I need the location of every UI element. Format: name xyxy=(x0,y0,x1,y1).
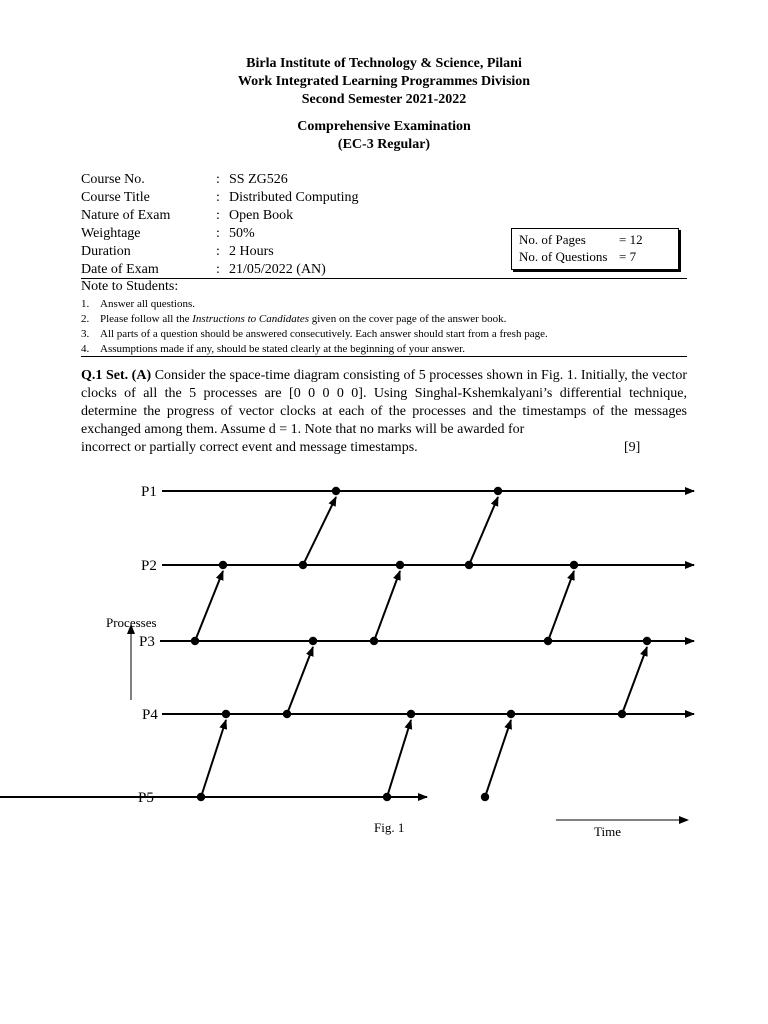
event-dot xyxy=(618,710,626,718)
message-arrow xyxy=(622,647,647,714)
exam-name: Comprehensive Examination xyxy=(297,119,471,134)
event-dot xyxy=(396,561,404,569)
event-dot xyxy=(465,561,473,569)
meta-value: Distributed Computing xyxy=(229,190,359,205)
questions-label: No. of Questions xyxy=(519,249,608,264)
event-dot xyxy=(507,710,515,718)
process-label-p4: P4 xyxy=(142,707,158,723)
event-dot xyxy=(191,637,199,645)
pages-value: = 12 xyxy=(619,232,643,247)
x-axis-label: Time xyxy=(594,824,621,839)
meta-label: Date of Exam xyxy=(81,262,159,277)
event-dot xyxy=(309,637,317,645)
institute-name: Birla Institute of Technology & Science, Pilani xyxy=(246,56,522,71)
event-dot xyxy=(283,710,291,718)
message-arrow xyxy=(195,571,223,641)
event-dot xyxy=(222,710,230,718)
questions-count xyxy=(519,248,678,265)
note-text: given on the cover page of the answer book. xyxy=(309,313,507,325)
event-dot xyxy=(494,487,502,495)
event-dot xyxy=(407,710,415,718)
meta-separator: : xyxy=(216,226,220,241)
meta-separator: : xyxy=(216,208,220,223)
process-label-p2: P2 xyxy=(141,558,157,574)
summary-box xyxy=(511,228,679,270)
process-label-p1: P1 xyxy=(141,484,157,500)
question-label: Q.1 Set. (A) xyxy=(81,368,152,383)
note-item xyxy=(81,312,506,326)
note-text: All parts of a question should be answered consecutively. Each answer should start from a fresh page. xyxy=(100,328,548,340)
meta-row xyxy=(81,207,293,225)
message-arrow xyxy=(287,647,313,714)
meta-row xyxy=(81,171,288,189)
meta-row xyxy=(81,243,274,261)
note-item xyxy=(81,327,548,341)
event-dot xyxy=(370,637,378,645)
questions-value: = 7 xyxy=(619,249,637,264)
note-number: 4. xyxy=(81,343,90,355)
meta-value: 21/05/2022 (AN) xyxy=(229,262,326,277)
pages-count xyxy=(519,231,678,248)
question-body: Consider the space-time diagram consisting of 5 processes shown in Fig. 1. Initially, the vector clocks of all the 5 processes are [0 0 0 0 0]. Using Singhal-Kshemkalyani’s differential technique, determine the progress of vector clocks at each of the processes and the timestamps of the messages exchanged among them. Assume d = 1. Note that no marks will be awarded for xyxy=(81,368,688,437)
event-dot xyxy=(481,793,489,801)
note-number: 2. xyxy=(81,313,90,325)
message-arrow xyxy=(548,571,574,641)
note-emphasis: Instructions to Candidates xyxy=(192,313,309,325)
meta-row xyxy=(81,189,359,207)
meta-separator: : xyxy=(216,190,220,205)
meta-separator: : xyxy=(216,262,220,277)
exam-code: (EC-3 Regular) xyxy=(337,137,431,152)
note-item xyxy=(81,342,465,356)
event-dot xyxy=(219,561,227,569)
divider xyxy=(81,356,687,357)
division-name: Work Integrated Learning Programmes Division xyxy=(237,74,531,89)
space-time-diagram xyxy=(0,460,768,850)
meta-value: SS ZG526 xyxy=(229,172,288,187)
event-dot xyxy=(570,561,578,569)
question-text xyxy=(81,367,687,457)
meta-row xyxy=(81,261,326,279)
meta-separator: : xyxy=(216,244,220,259)
figure-caption: Fig. 1 xyxy=(374,820,405,835)
meta-value: Open Book xyxy=(229,208,294,223)
meta-label: Nature of Exam xyxy=(81,208,171,223)
event-dot xyxy=(197,793,205,801)
y-axis-label: Processes xyxy=(106,615,157,630)
note-number: 3. xyxy=(81,328,90,340)
meta-value: 2 Hours xyxy=(229,244,274,259)
semester: Second Semester 2021-2022 xyxy=(301,92,467,107)
process-label-p3: P3 xyxy=(139,634,155,650)
meta-value: 50% xyxy=(229,226,255,241)
meta-label: Course Title xyxy=(81,190,150,205)
meta-label: Course No. xyxy=(81,172,145,187)
message-arrow xyxy=(469,497,498,565)
meta-label: Weightage xyxy=(81,226,141,241)
event-dot xyxy=(643,637,651,645)
question-tail: incorrect or partially correct event and message timestamps. xyxy=(81,440,418,455)
note-text: Answer all questions. xyxy=(100,298,196,310)
note-number: 1. xyxy=(81,298,90,310)
meta-label: Duration xyxy=(81,244,131,259)
meta-separator: : xyxy=(216,172,220,187)
note-text: Please follow all the xyxy=(100,313,193,325)
event-dot xyxy=(544,637,552,645)
question-marks: [9] xyxy=(624,440,641,455)
pages-label: No. of Pages xyxy=(519,232,586,247)
process-label-p5: P5 xyxy=(138,790,154,806)
message-arrow xyxy=(201,720,226,797)
event-dot xyxy=(299,561,307,569)
notes-title: Note to Students: xyxy=(81,279,179,294)
meta-row xyxy=(81,225,255,243)
message-arrow xyxy=(387,720,411,797)
note-item xyxy=(81,297,195,311)
message-arrow xyxy=(374,571,400,641)
event-dot xyxy=(383,793,391,801)
message-arrow xyxy=(485,720,511,797)
note-text: Assumptions made if any, should be stated clearly at the beginning of your answer. xyxy=(100,343,465,355)
event-dot xyxy=(332,487,340,495)
message-arrow xyxy=(303,497,336,565)
